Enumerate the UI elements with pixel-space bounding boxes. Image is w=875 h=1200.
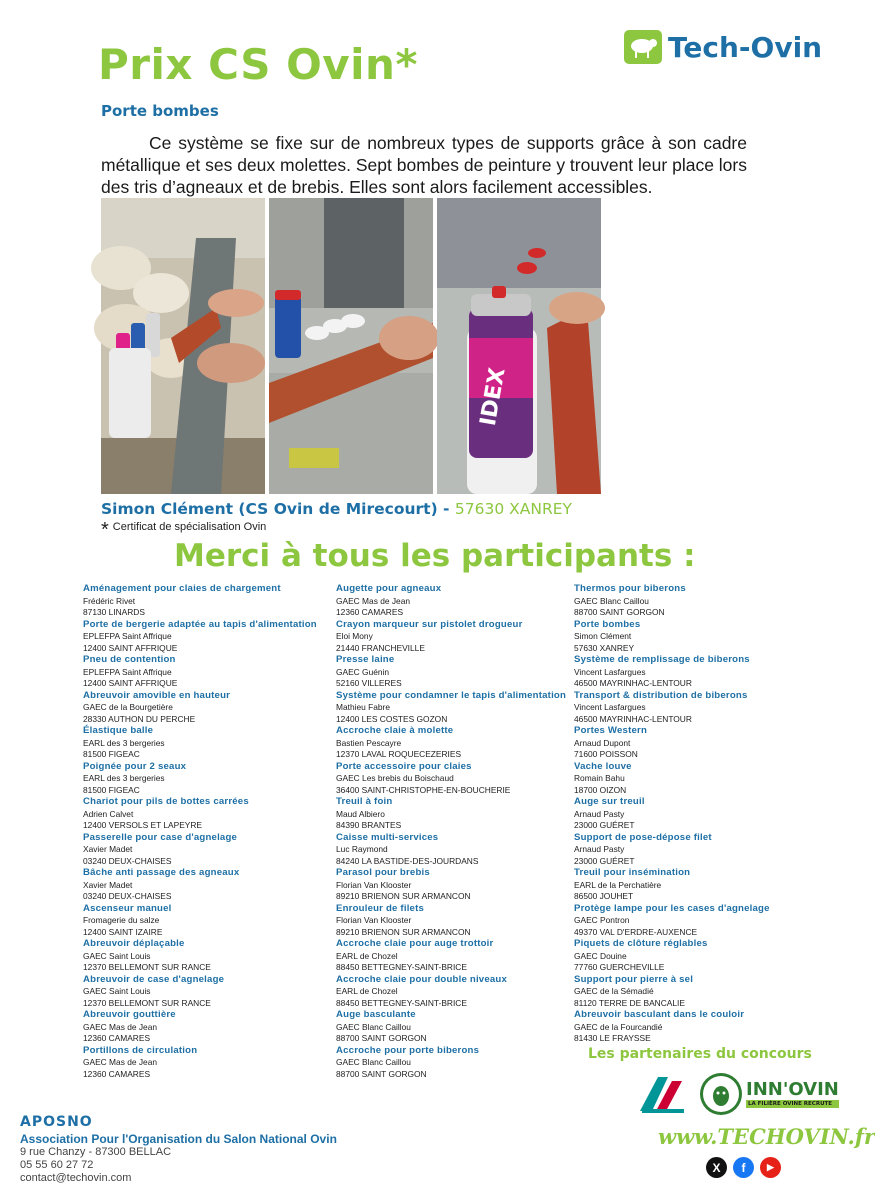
article-subtitle: Porte bombes bbox=[101, 102, 219, 120]
participant-entry bbox=[336, 832, 576, 868]
participant-entry bbox=[336, 796, 576, 832]
participant-category: Treuil à foin bbox=[336, 796, 393, 807]
participant-address: 84240 LA BASTIDE-DES-JOURDANS bbox=[336, 855, 479, 866]
participant-name: EARL des 3 bergeries bbox=[83, 737, 165, 748]
association-phone: 05 55 60 27 72 bbox=[20, 1159, 94, 1171]
photo-spray-can bbox=[437, 198, 601, 494]
participant-entry bbox=[336, 867, 576, 903]
participant-entry bbox=[574, 583, 814, 619]
participant-address: 23000 GUÉRET bbox=[574, 820, 635, 830]
article-description: Ce système se fixe sur de nombreux types de supports grâce à son cadre métallique et ses deux molettes. Sept bombes de peinture y trouvent leur place lors des tris d’agneaux et de brebis. Elles sont alors facilement accessibles. bbox=[101, 133, 747, 197]
innovin-logo bbox=[700, 1073, 839, 1115]
participant-name: Arnaud Dupont bbox=[574, 737, 631, 748]
participant-name: GAEC Mas de Jean bbox=[336, 595, 411, 606]
participant-address: 21440 FRANCHEVILLE bbox=[336, 642, 425, 653]
participant-entry bbox=[574, 938, 814, 974]
participant-entry bbox=[83, 867, 323, 903]
participants-column-1 bbox=[83, 583, 323, 1080]
innovin-tagline: LA FILIÈRE OVINE RECRUTE bbox=[746, 1100, 839, 1108]
participant-address: 03240 DEUX-CHAISES bbox=[83, 891, 172, 901]
participant-address: 88450 BETTEGNEY-SAINT-BRICE bbox=[336, 962, 467, 972]
winner-name: Simon Clément (CS Ovin de Mirecourt) - bbox=[101, 500, 450, 518]
participant-address: 88700 SAINT GORGON bbox=[336, 1033, 427, 1043]
participant-address: 77760 GUERCHEVILLE bbox=[574, 962, 665, 972]
participant-entry bbox=[83, 725, 323, 761]
participant-entry bbox=[574, 690, 814, 726]
participant-address: 89210 BRIENON SUR ARMANCON bbox=[336, 891, 471, 901]
participant-name: Vincent Lasfargues bbox=[574, 666, 646, 677]
participant-entry bbox=[336, 938, 576, 974]
innovin-name: INN'OVIN bbox=[746, 1079, 839, 1100]
participant-address: 12360 CAMARES bbox=[83, 1068, 151, 1079]
participant-name: EPLEFPA Saint Affrique bbox=[83, 666, 172, 677]
participant-entry bbox=[574, 619, 814, 655]
participant-name: Adrien Calvet bbox=[83, 808, 134, 819]
participant-name: Eloi Mony bbox=[336, 631, 373, 641]
participant-category: Augette pour agneaux bbox=[336, 583, 442, 594]
participant-name: Xavier Madet bbox=[83, 844, 133, 854]
participant-category: Ascenseur manuel bbox=[83, 902, 172, 914]
sheep-logo-icon bbox=[624, 30, 662, 64]
participant-name: EARL de la Perchatière bbox=[574, 879, 662, 890]
participant-name: Bastien Pescayre bbox=[336, 737, 402, 748]
participant-category: Accroche claie pour auge trottoir bbox=[336, 938, 494, 949]
participant-address: 49370 VAL D'ERDRE-AUXENCE bbox=[574, 926, 698, 937]
participant-address: 12400 SAINT AFFRIQUE bbox=[83, 678, 178, 688]
participant-category: Presse laine bbox=[336, 654, 395, 665]
participant-name: Florian Van Klooster bbox=[336, 915, 412, 925]
participant-entry bbox=[83, 619, 323, 655]
participant-name: Mathieu Fabre bbox=[336, 702, 390, 712]
participant-name: EARL de Chozel bbox=[336, 986, 398, 996]
participant-entry bbox=[83, 1009, 323, 1045]
facebook-icon[interactable]: f bbox=[733, 1157, 754, 1178]
participant-category: Porte accessoire pour claies bbox=[336, 760, 472, 772]
participant-entry bbox=[336, 654, 576, 690]
participant-category: Protège lampe pour les cases d'agnelage bbox=[574, 902, 770, 914]
participant-entry bbox=[83, 654, 323, 690]
participant-category: Enrouleur de filets bbox=[336, 902, 425, 914]
participant-category: Support de pose-dépose filet bbox=[574, 831, 712, 843]
photo-device-closeup bbox=[269, 198, 433, 494]
website-link[interactable]: www.TECHOVIN.fr bbox=[658, 1124, 875, 1149]
participant-entry bbox=[336, 903, 576, 939]
participant-name: GAEC Pontron bbox=[574, 915, 630, 925]
participant-entry bbox=[83, 1045, 323, 1081]
participant-address: 12400 SAINT AFFRIQUE bbox=[83, 642, 178, 653]
participant-category: Parasol pour brebis bbox=[336, 867, 430, 878]
partner-logos bbox=[638, 1073, 839, 1115]
participant-address: 12360 CAMARES bbox=[336, 607, 404, 617]
participant-name: GAEC Blanc Caillou bbox=[336, 1021, 411, 1032]
association-name: Association Pour l'Organisation du Salon National Ovin bbox=[20, 1132, 337, 1146]
footnote-text: Certificat de spécialisation Ovin bbox=[112, 521, 267, 533]
x-twitter-icon[interactable]: X bbox=[706, 1157, 727, 1178]
participant-category: Crayon marqueur sur pistolet drogueur bbox=[336, 618, 523, 630]
participant-category: Portillons de circulation bbox=[83, 1044, 198, 1056]
participant-category: Portes Western bbox=[574, 725, 648, 736]
participant-address: 12370 BELLEMONT SUR RANCE bbox=[83, 997, 211, 1008]
participant-entry bbox=[336, 725, 576, 761]
participant-entry bbox=[574, 761, 814, 797]
participant-category: Caisse multi-services bbox=[336, 831, 439, 843]
participant-category: Porte bombes bbox=[574, 618, 641, 630]
participant-address: 84390 BRANTES bbox=[336, 820, 402, 830]
association-email[interactable]: contact@techovin.com bbox=[20, 1172, 132, 1184]
participant-category: Abreuvoir basculant dans le couloir bbox=[574, 1009, 745, 1020]
participant-category: Piquets de clôture réglables bbox=[574, 938, 708, 949]
participant-category: Treuil pour insémination bbox=[574, 867, 691, 878]
participant-entry bbox=[336, 619, 576, 655]
page-title: Prix CS Ovin* bbox=[98, 40, 418, 89]
participant-entry bbox=[574, 1009, 814, 1045]
spray-can-label: IDEX bbox=[475, 365, 511, 428]
participant-name: Xavier Madet bbox=[83, 879, 133, 890]
participant-address: 12400 LES COSTES GOZON bbox=[336, 713, 448, 724]
sheep-icon bbox=[700, 1073, 742, 1115]
partners-title: Les partenaires du concours bbox=[588, 1046, 812, 1062]
participant-name: GAEC Blanc Caillou bbox=[574, 595, 649, 606]
participant-name: GAEC Mas de Jean bbox=[83, 1021, 158, 1032]
participant-entry bbox=[83, 974, 323, 1010]
participant-category: Accroche pour porte biberons bbox=[336, 1044, 480, 1056]
participant-name: Simon Clément bbox=[574, 631, 632, 641]
participant-category: Poignée pour 2 seaux bbox=[83, 760, 187, 772]
credit-agricole-logo bbox=[638, 1073, 688, 1115]
participant-address: 52160 VILLERES bbox=[336, 678, 402, 688]
participants-column-2 bbox=[336, 583, 576, 1080]
participant-name: Arnaud Pasty bbox=[574, 808, 625, 819]
participant-address: 12400 SAINT IZAIRE bbox=[83, 926, 163, 937]
participant-address: 12400 VERSOLS ET LAPEYRE bbox=[83, 820, 203, 830]
participant-address: 81500 FIGEAC bbox=[83, 749, 140, 759]
winner-line bbox=[101, 500, 572, 518]
participant-entry bbox=[574, 725, 814, 761]
participant-address: 86500 JOUHET bbox=[574, 891, 634, 901]
participant-entry bbox=[574, 796, 814, 832]
participant-name: Luc Raymond bbox=[336, 844, 388, 854]
participant-name: Fromagerie du salze bbox=[83, 915, 160, 925]
techovin-logo bbox=[624, 30, 822, 64]
participant-address: 03240 DEUX-CHAISES bbox=[83, 855, 172, 866]
participant-name: GAEC de la Sémadié bbox=[574, 986, 654, 996]
participant-category: Accroche claie à molette bbox=[336, 725, 454, 736]
participant-address: 46500 MAYRINHAC-LENTOUR bbox=[574, 678, 692, 688]
participant-address: 12370 LAVAL ROQUECEZERIES bbox=[336, 749, 462, 759]
participant-category: Abreuvoir de case d'agnelage bbox=[83, 973, 225, 985]
photo-sheep-pen bbox=[101, 198, 265, 494]
participant-address: 12370 BELLEMONT SUR RANCE bbox=[83, 962, 211, 972]
participant-name: GAEC de la Bourgetière bbox=[83, 702, 173, 712]
participant-name: GAEC Les brebis du Boischaud bbox=[336, 773, 454, 783]
participant-entry bbox=[83, 583, 323, 619]
participant-address: 87130 LINARDS bbox=[83, 607, 145, 617]
participant-category: Vache louve bbox=[574, 760, 632, 772]
participant-address: 12360 CAMARES bbox=[83, 1033, 151, 1043]
participant-address: 88700 SAINT GORGON bbox=[574, 607, 665, 617]
participant-category: Chariot pour pils de bottes carrées bbox=[83, 796, 249, 807]
participant-address: 81500 FIGEAC bbox=[83, 784, 140, 795]
participant-category: Élastique balle bbox=[83, 725, 154, 736]
social-links bbox=[706, 1157, 781, 1178]
participant-category: Aménagement pour claies de chargement bbox=[83, 583, 281, 594]
participant-category: Bâche anti passage des agneaux bbox=[83, 867, 240, 878]
participant-address: 46500 MAYRINHAC-LENTOUR bbox=[574, 713, 692, 724]
association-abbr: APOSNO bbox=[20, 1114, 93, 1130]
participant-category: Auge basculante bbox=[336, 1009, 416, 1020]
participant-entry bbox=[336, 1045, 576, 1081]
participant-name: GAEC de la Fourcandié bbox=[574, 1021, 663, 1032]
participant-address: 71600 POISSON bbox=[574, 749, 638, 759]
participant-name: Maud Albiero bbox=[336, 808, 385, 819]
participant-name: Romain Bahu bbox=[574, 773, 625, 783]
thanks-title: Merci à tous les participants : bbox=[174, 538, 696, 574]
participant-address: 88450 BETTEGNEY-SAINT-BRICE bbox=[336, 997, 467, 1008]
participant-category: Support pour pierre à sel bbox=[574, 973, 694, 985]
participant-address: 57630 XANREY bbox=[574, 642, 635, 653]
participant-entry bbox=[336, 690, 576, 726]
participant-category: Abreuvoir gouttière bbox=[83, 1009, 176, 1020]
participant-name: Florian Van Klooster bbox=[336, 879, 412, 890]
participant-entry bbox=[336, 1009, 576, 1045]
participant-name: EPLEFPA Saint Affrique bbox=[83, 631, 172, 641]
participants-column-3 bbox=[574, 583, 814, 1045]
winner-location: 57630 XANREY bbox=[454, 500, 572, 518]
photo-strip bbox=[101, 198, 601, 494]
participant-entry bbox=[574, 903, 814, 939]
participant-category: Transport & distribution de biberons bbox=[574, 689, 748, 701]
participant-entry bbox=[574, 867, 814, 903]
participant-entry bbox=[574, 974, 814, 1010]
participant-name: EARL des 3 bergeries bbox=[83, 773, 165, 783]
logo-text: Tech-Ovin bbox=[668, 30, 823, 64]
participant-entry bbox=[83, 832, 323, 868]
participant-address: 81430 LE FRAYSSE bbox=[574, 1033, 651, 1043]
participant-address: 36400 SAINT-CHRISTOPHE-EN-BOUCHERIE bbox=[336, 784, 511, 795]
association-block bbox=[20, 1114, 337, 1185]
participant-entry bbox=[83, 938, 323, 974]
participant-name: GAEC Guénin bbox=[336, 666, 390, 677]
participant-name: EARL de Chozel bbox=[336, 950, 398, 961]
participant-name: GAEC Blanc Caillou bbox=[336, 1057, 411, 1067]
participant-entry bbox=[83, 690, 323, 726]
participant-entry bbox=[574, 832, 814, 868]
participant-entry bbox=[574, 654, 814, 690]
participant-entry bbox=[83, 903, 323, 939]
participant-category: Accroche claie pour double niveaux bbox=[336, 973, 508, 985]
participant-address: 88700 SAINT GORGON bbox=[336, 1068, 427, 1079]
participant-entry bbox=[83, 796, 323, 832]
participant-name: GAEC Mas de Jean bbox=[83, 1057, 158, 1067]
participant-category: Système pour condamner le tapis d'alimentation bbox=[336, 689, 567, 701]
participant-entry bbox=[336, 761, 576, 797]
participant-name: GAEC Saint Louis bbox=[83, 950, 151, 961]
participant-address: 81120 TERRE DE BANCALIE bbox=[574, 997, 685, 1008]
youtube-icon[interactable]: ▶ bbox=[760, 1157, 781, 1178]
participant-name: Vincent Lasfargues bbox=[574, 702, 646, 712]
footnote-star: * bbox=[101, 519, 109, 541]
participant-address: 89210 BRIENON SUR ARMANCON bbox=[336, 926, 471, 937]
participant-category: Thermos pour biberons bbox=[574, 583, 686, 594]
association-address: 9 rue Chanzy - 87300 BELLAC bbox=[20, 1146, 172, 1158]
participant-address: 28330 AUTHON DU PERCHE bbox=[83, 713, 196, 724]
participant-entry bbox=[336, 583, 576, 619]
participant-entry bbox=[83, 761, 323, 797]
participant-category: Passerelle pour case d'agnelage bbox=[83, 831, 238, 843]
participant-category: Abreuvoir déplaçable bbox=[83, 938, 185, 949]
participant-name: GAEC Douine bbox=[574, 950, 627, 961]
participant-category: Abreuvoir amovible en hauteur bbox=[83, 689, 231, 701]
participant-category: Porte de bergerie adaptée au tapis d'alimentation bbox=[83, 618, 317, 630]
participant-entry bbox=[336, 974, 576, 1010]
participant-address: 23000 GUÉRET bbox=[574, 855, 635, 866]
participant-name: Arnaud Pasty bbox=[574, 844, 625, 854]
participant-name: GAEC Saint Louis bbox=[83, 986, 151, 996]
participant-name: Frédéric Rivet bbox=[83, 595, 136, 606]
participant-category: Auge sur treuil bbox=[574, 796, 645, 807]
participant-category: Système de remplissage de biberons bbox=[574, 654, 750, 665]
participant-category: Pneu de contention bbox=[83, 654, 176, 665]
participant-address: 18700 OIZON bbox=[574, 784, 627, 795]
